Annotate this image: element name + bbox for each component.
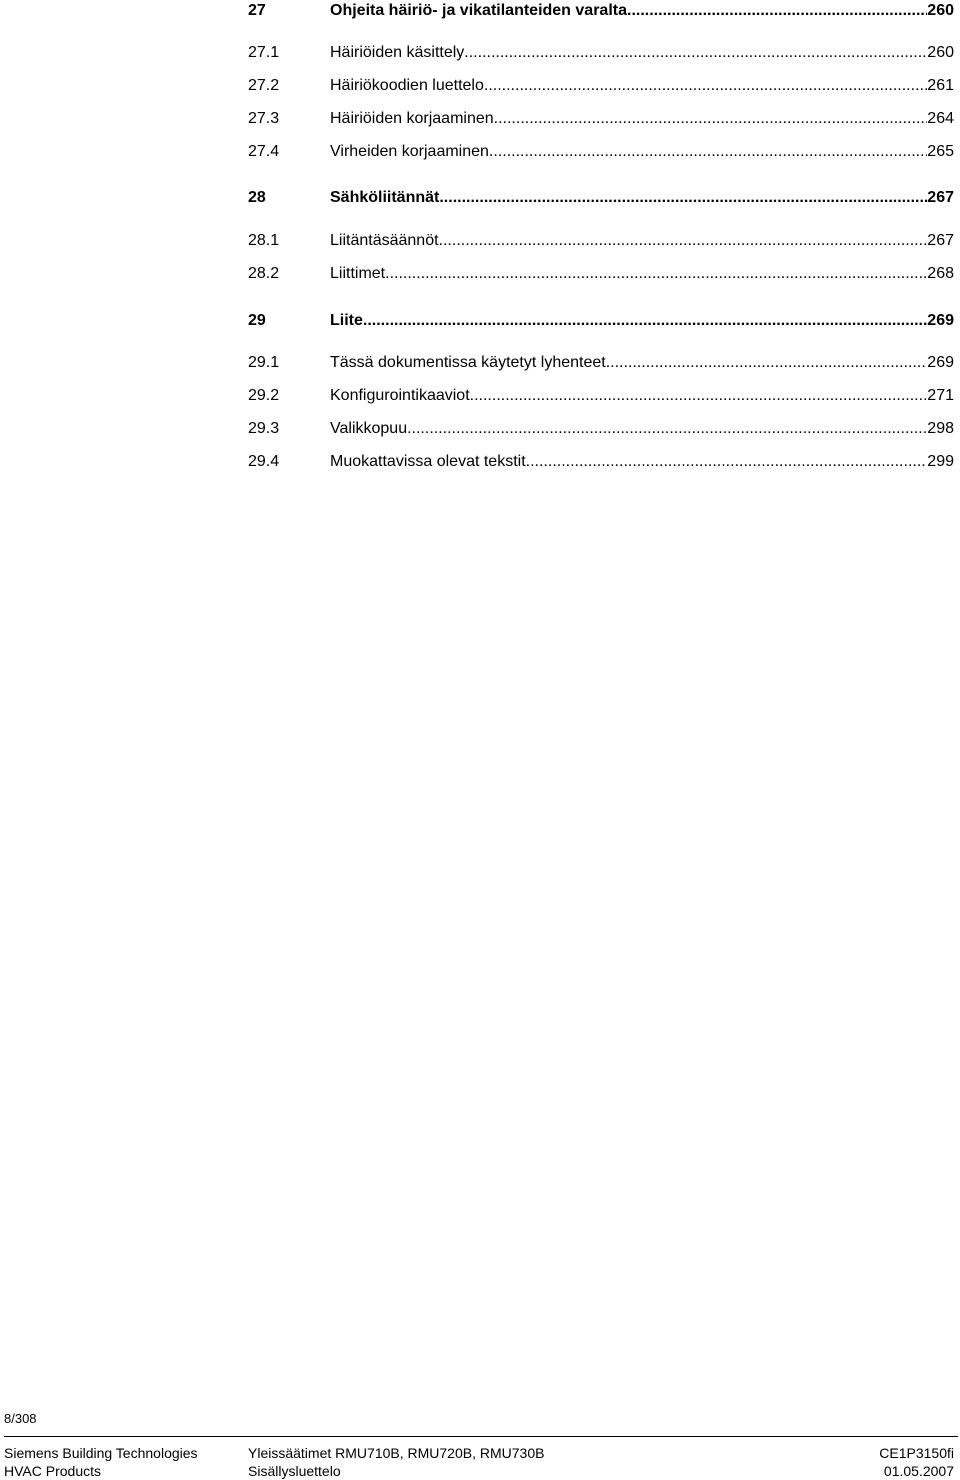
toc-title: Liite	[330, 312, 363, 329]
toc-title: Virheiden korjaaminen	[330, 143, 489, 160]
toc-leader-dots	[439, 230, 928, 252]
toc-leader-dots	[627, 0, 927, 22]
toc-number: 28.1	[248, 232, 280, 249]
toc-number: 27.3	[248, 110, 280, 127]
toc-leader-dots	[464, 42, 927, 64]
toc-page: 267	[927, 189, 954, 206]
toc-number: 29.3	[248, 420, 280, 437]
toc-leader-dots	[526, 451, 928, 473]
toc-leader-dots	[489, 141, 927, 163]
toc-entry[interactable]	[248, 263, 954, 285]
toc-entry[interactable]	[248, 108, 954, 130]
toc-entry[interactable]	[248, 352, 954, 374]
toc-title: Ohjeita häiriö- ja vikatilanteiden varalta	[330, 2, 627, 19]
toc-number: 27.4	[248, 143, 280, 160]
toc-title: Liitäntäsäännöt	[330, 232, 439, 249]
toc-number: 27.2	[248, 77, 280, 94]
toc-page: 268	[927, 265, 954, 282]
toc-entry[interactable]	[248, 141, 954, 163]
toc-entry[interactable]	[248, 418, 954, 440]
toc-leader-dots	[385, 263, 927, 285]
toc-title: Sähköliitännät	[330, 189, 440, 206]
toc-leader-dots	[484, 75, 927, 97]
toc-number: 27	[248, 2, 266, 19]
toc-leader-dots	[494, 108, 928, 130]
toc-number: 27.1	[248, 44, 280, 61]
toc-number: 29.2	[248, 387, 280, 404]
toc-title: Häiriökoodien luettelo	[330, 77, 484, 94]
toc-leader-dots	[407, 418, 927, 440]
toc-entry[interactable]	[248, 230, 954, 252]
toc-page: 299	[927, 453, 954, 470]
toc-page: 260	[927, 2, 954, 19]
footer-division: HVAC Products	[4, 1463, 101, 1479]
footer-divider	[4, 1436, 958, 1437]
toc-entry[interactable]	[248, 75, 954, 97]
toc-leader-dots	[470, 385, 928, 407]
toc-number: 29	[248, 312, 266, 329]
toc-page: 267	[927, 232, 954, 249]
page-number: 8/308	[4, 1411, 37, 1426]
toc-number: 29.1	[248, 354, 280, 371]
toc-number: 28	[248, 189, 266, 206]
toc-leader-dots	[606, 352, 928, 374]
toc-number: 28.2	[248, 265, 280, 282]
footer-product: Yleissäätimet RMU710B, RMU720B, RMU730B	[248, 1445, 545, 1461]
toc-page: 298	[927, 420, 954, 437]
footer-date: 01.05.2007	[883, 1463, 954, 1479]
toc-title: Konfigurointikaaviot	[330, 387, 470, 404]
toc-page: 265	[927, 143, 954, 160]
toc-page: 271	[927, 387, 954, 404]
toc-leader-dots	[363, 310, 927, 332]
toc-title: Valikkopuu	[330, 420, 408, 437]
toc-leader-dots	[439, 187, 927, 209]
toc-title: Häiriöiden käsittely	[330, 44, 465, 61]
toc-title: Häiriöiden korjaaminen	[330, 110, 494, 127]
toc-entry[interactable]	[248, 385, 954, 407]
toc-entry[interactable]	[248, 187, 954, 209]
toc-title: Tässä dokumentissa käytetyt lyhenteet	[330, 354, 606, 371]
footer-section: Sisällysluettelo	[248, 1463, 341, 1479]
footer-company: Siemens Building Technologies	[4, 1445, 198, 1461]
toc-page: 261	[927, 77, 954, 94]
toc-entry[interactable]	[248, 0, 954, 22]
toc-number: 29.4	[248, 453, 280, 470]
footer-doc-id: CE1P3150fi	[879, 1445, 954, 1461]
toc-entry[interactable]	[248, 310, 954, 332]
toc-title: Muokattavissa olevat tekstit	[330, 453, 526, 470]
toc-page: 269	[927, 354, 954, 371]
toc-entry[interactable]	[248, 42, 954, 64]
toc-entry[interactable]	[248, 451, 954, 473]
toc-page: 260	[927, 44, 954, 61]
toc-page: 264	[927, 110, 954, 127]
toc-title: Liittimet	[330, 265, 386, 282]
toc-page: 269	[927, 312, 954, 329]
